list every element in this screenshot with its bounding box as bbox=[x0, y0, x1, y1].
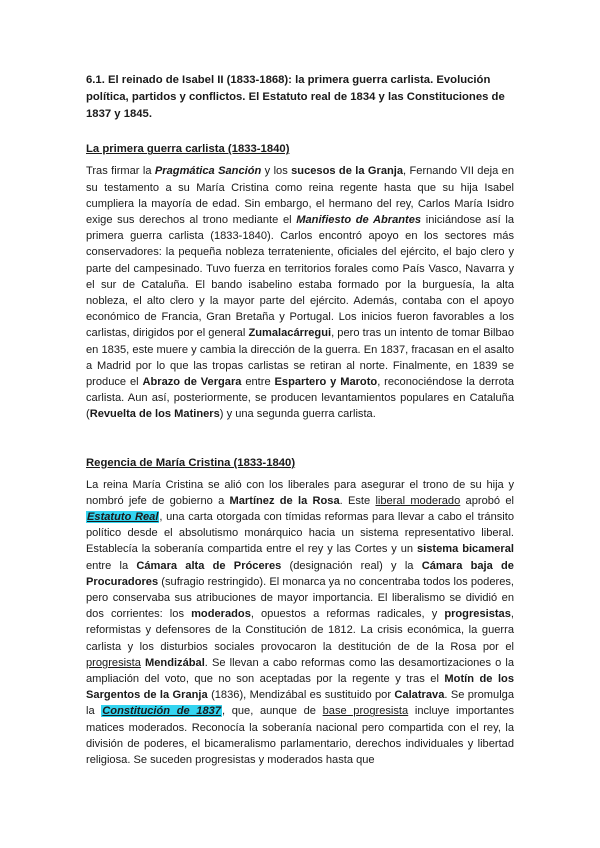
underlined-term: progresista bbox=[86, 656, 141, 669]
bold-term: Martínez de la Rosa bbox=[229, 494, 340, 507]
highlighted-term: Constitución de 1837 bbox=[102, 705, 221, 718]
underlined-term: base progresista bbox=[322, 705, 409, 718]
bold-term: moderados bbox=[191, 608, 251, 621]
document-title: 6.1. El reinado de Isabel II (1833-1868): la primera guerra carlista. Evolución política, partidos y conflictos. El Estatuto real de 1834 y las Constituciones de 1837 y 1845. bbox=[86, 74, 505, 120]
bold-italic-term: Pragmática Sanción bbox=[154, 165, 262, 178]
bold-term: Abrazo de Vergara bbox=[142, 376, 242, 389]
bold-term: Cámara alta de Próceres bbox=[136, 559, 282, 572]
bold-term: sistema bicameral bbox=[416, 543, 514, 556]
section-paragraph-primera-guerra-carlista: Tras firmar la Pragmática Sanción y los sucesos de la Granja, Fernando VII deja en su testamento a su María Cristina como reina regente hasta que su hija Isabel cumpliera la mayoría de edad. Sin embargo, el hermano del rey, Carlos María Isidro exige sus derechos al trono mediante el Manifiesto de Abrantes iniciándose así la primera guerra carlista (1833-1840). Carlos encontró apoyo en los sectores más conservadores: la pequeña nobleza terrateniente, oficiales del ejército, el bajo clero y parte del campesinado. Tuvo fuerza en territorios forales como País Vasco, Navarra y el sur de Cataluña. El bando isabelino estaba formado por la burguesía, la alta nobleza, el alto clero y la mayor parte del ejército. Además, contaba con el apoyo económico de Francia, Gran Bretaña y Portugal. Los inicios fueron favorables a los carlistas, dirigidos por el general Zumalacárregui, pero tras un intento de tomar Bilbao en 1835, este muere y cambia la dirección de la guerra. En 1837, fracasan en el asalto a Madrid por lo que las tropas carlistas se retiran al norte. Finalmente, en 1839 se produce el Abrazo de Vergara entre Espartero y Maroto, reconociéndose la derrota carlista. Aun así, posteriormente, se producen levantamientos populares en Cataluña (Revuelta de los Matiners) y una segunda guerra carlista. bbox=[86, 165, 515, 421]
underlined-term: liberal moderado bbox=[375, 494, 461, 507]
bold-term: progresistas bbox=[444, 608, 511, 621]
bold-term: Calatrava bbox=[394, 689, 445, 702]
bold-term: Zumalacárregui bbox=[248, 327, 332, 340]
section-paragraph-regencia-maria-cristina: La reina María Cristina se alió con los liberales para asegurar el trono de su hija y nombró jefe de gobierno a Martínez de la Rosa. Este liberal moderado aprobó el Estatuto Real, una carta otorgada con tímidas reformas para llevar a cabo el tránsito político desde el absolutismo monárquico hacia un sistema representativo liberal. Establecía la soberanía compartida entre el rey y las Cortes y un sistema bicameral entre la Cámara alta de Próceres (designación real) y la Cámara baja de Procuradores (sufragio restringido). El monarca ya no concentraba todos los poderes, pero conservaba sus atribuciones de mayor importancia. El liberalismo se dividió en dos corrientes: los moderados, opuestos a reformas radicales, y progresistas, reformistas y defensores de la Constitución de 1812. La crisis económica, la guerra carlista y los disturbios sociales provocaron la destitución de de la Rosa por el progresista Mendizábal. Se llevan a cabo reformas como las desamortizaciones o la ampliación del voto, que no son aceptadas por la regente y tras el Motín de los Sargentos de la Granja (1836), Mendizábal es sustituido por Calatrava. Se promulga la Constitución de 1837, que, aunque de base progresista incluye importantes matices moderados. Reconocía la soberanía nacional pero compartida con el rey, la división de poderes, el bicameralismo parlamentario, derechos individuales y libertad religiosa. Se suceden progresistas y moderados hasta que bbox=[86, 478, 515, 767]
bold-term: sucesos de la Granja bbox=[291, 165, 404, 178]
bold-term: Cámara baja de Procuradores bbox=[86, 559, 514, 588]
bold-term: Mendizábal bbox=[145, 656, 205, 669]
section-heading-primera-guerra-carlista: La primera guerra carlista (1833-1840) bbox=[86, 143, 290, 156]
bold-term: Motín de los Sargentos de la Granja bbox=[86, 673, 514, 702]
section-heading-regencia-maria-cristina: Regencia de María Cristina (1833-1840) bbox=[86, 456, 296, 469]
bold-term: Espartero y Maroto bbox=[274, 376, 378, 389]
highlighted-term: Estatuto Real bbox=[87, 511, 159, 524]
bold-term: Revuelta de los Matiners bbox=[89, 408, 220, 421]
bold-italic-term: Manifiesto de Abrantes bbox=[296, 214, 422, 226]
